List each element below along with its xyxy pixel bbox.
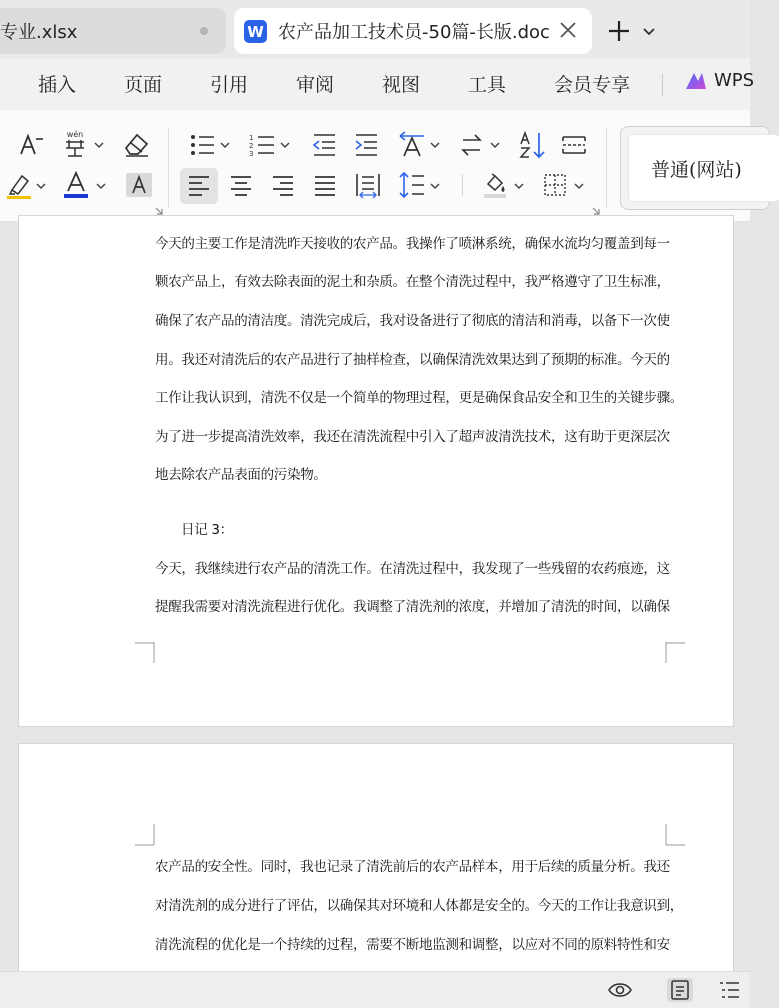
- ribbon-small-divider: [462, 174, 463, 196]
- style-gallery: [620, 126, 770, 210]
- ribbon-divider: [606, 128, 607, 208]
- tab-spreadsheet-title: 专业.xlsx: [0, 22, 78, 43]
- asian-layout-dropdown-icon[interactable]: [490, 142, 500, 148]
- paragraph-line: 确保了农产品的清洁度。清洗完成后，我对设备进行了彻底的清洁和消毒，以备下一次使: [155, 313, 670, 329]
- increase-indent-icon[interactable]: [352, 132, 380, 158]
- bullet-list-icon[interactable]: [188, 132, 216, 158]
- paragraph-line: 今天的主要工作是清洗昨天接收的农产品。我操作了喷淋系统，确保水流均匀覆盖到每一: [155, 236, 670, 252]
- paragraph-line: 今天，我继续进行农产品的清洗工作。在清洗过程中，我发现了一些残留的农药痕迹，这: [155, 561, 670, 577]
- ribbon-toolbar: [0, 110, 750, 222]
- tab-bar: [0, 0, 750, 58]
- sort-icon[interactable]: [518, 130, 548, 160]
- align-left-icon[interactable]: [186, 173, 212, 199]
- wps-ai-label[interactable]: WPS: [714, 70, 755, 91]
- paragraph-line: 农产品的安全性。同时，我也记录了清洗前后的农产品样本，用于后续的质量分析。我还: [155, 859, 670, 875]
- paragraph-shading-icon[interactable]: [480, 170, 510, 200]
- crop-mark-top-left: [135, 824, 155, 846]
- crop-mark-top-right: [665, 824, 685, 846]
- svg-text:2: 2: [249, 142, 254, 150]
- menu-divider: [662, 74, 663, 96]
- menu-bar: [0, 58, 750, 110]
- paragraph-dialog-launcher-icon[interactable]: [592, 207, 600, 215]
- wps-ai-logo-icon[interactable]: [684, 71, 708, 91]
- page-view-icon[interactable]: [667, 978, 693, 1002]
- menu-page[interactable]: 页面: [124, 74, 163, 96]
- status-bar: [0, 971, 750, 1008]
- justify-icon[interactable]: [312, 173, 338, 199]
- font-color-icon[interactable]: [62, 170, 90, 200]
- tab-spreadsheet[interactable]: [0, 8, 226, 54]
- document-page[interactable]: [18, 215, 734, 727]
- outline-view-icon[interactable]: [716, 978, 742, 1002]
- tab-document-title: 农产品加工技术员-50篇-长版.doc: [278, 22, 550, 43]
- font-dialog-launcher-icon[interactable]: [155, 207, 163, 215]
- menu-review[interactable]: 审阅: [296, 74, 335, 96]
- line-spacing-icon[interactable]: [398, 170, 426, 200]
- text-direction-icon[interactable]: [396, 130, 428, 160]
- align-right-icon[interactable]: [270, 173, 296, 199]
- borders-icon[interactable]: [542, 172, 568, 198]
- phonetic-guide-icon[interactable]: [60, 128, 90, 158]
- new-tab-plus-icon[interactable]: [606, 18, 632, 44]
- phonetic-dropdown-icon[interactable]: [94, 142, 104, 148]
- crop-mark-bottom-left: [135, 642, 155, 664]
- text-direction-dropdown-icon[interactable]: [430, 142, 440, 148]
- show-hide-marks-icon[interactable]: [560, 132, 588, 158]
- paragraph-line: 地去除农产品表面的污染物。: [155, 467, 327, 483]
- character-shading-icon[interactable]: [126, 173, 152, 197]
- distributed-align-icon[interactable]: [354, 171, 382, 199]
- highlight-dropdown-icon[interactable]: [36, 183, 46, 189]
- paragraph-line: 颗农产品上，有效去除表面的泥土和杂质。在整个清洗过程中，我严格遵守了卫生标准，: [155, 274, 670, 290]
- paragraph-line: 用。我还对清洗后的农产品进行了抽样检查，以确保清洗效果达到了预期的标准。今天的: [155, 352, 670, 368]
- ribbon-divider: [168, 128, 169, 208]
- svg-text:wén: wén: [66, 130, 84, 139]
- borders-dropdown-icon[interactable]: [574, 183, 584, 189]
- eraser-clear-format-icon[interactable]: [122, 130, 152, 158]
- svg-text:1: 1: [249, 134, 254, 142]
- unsaved-dot-icon: [200, 27, 208, 35]
- line-spacing-dropdown-icon[interactable]: [430, 183, 440, 189]
- decrease-indent-icon[interactable]: [310, 132, 338, 158]
- font-color-dropdown-icon[interactable]: [96, 183, 106, 189]
- numbered-list-icon[interactable]: [248, 132, 276, 158]
- paragraph-shading-dropdown-icon[interactable]: [514, 183, 524, 189]
- crop-mark-bottom-right: [665, 642, 685, 664]
- menu-view[interactable]: 视图: [382, 74, 421, 96]
- chevron-down-icon[interactable]: [641, 24, 657, 38]
- decrease-font-size-icon[interactable]: [18, 130, 44, 158]
- paragraph-line: 为了进一步提高清洗效率，我还在清洗流程中引入了超声波清洗技术，这有助于更深层次: [155, 429, 670, 445]
- paragraph-line: 工作让我认识到，清洗不仅是一个简单的物理过程，更是确保食品安全和卫生的关键步骤。: [155, 390, 683, 406]
- style-name: 普通(网站): [651, 159, 742, 181]
- document-page[interactable]: [18, 743, 734, 1003]
- word-doc-icon: W: [244, 20, 267, 43]
- tab-document[interactable]: [234, 8, 592, 54]
- svg-text:3: 3: [249, 150, 254, 158]
- paragraph-line: 对清洗剂的成分进行了评估，以确保其对环境和人体都是安全的。今天的工作让我意识到，: [155, 898, 683, 914]
- eye-reading-mode-icon[interactable]: [607, 978, 633, 1002]
- paragraph-line: 提醒我需要对清洗流程进行优化。我调整了清洗剂的浓度，并增加了清洗的时间，以确保: [155, 599, 670, 615]
- align-center-icon[interactable]: [228, 173, 254, 199]
- style-normal-web[interactable]: [629, 135, 779, 201]
- diary-heading: 日记 3：: [181, 522, 233, 538]
- asian-layout-icon[interactable]: [458, 132, 486, 158]
- menu-tools[interactable]: 工具: [468, 74, 507, 96]
- highlight-color-icon[interactable]: [4, 172, 34, 200]
- bullet-dropdown-icon[interactable]: [220, 142, 230, 148]
- numbered-dropdown-icon[interactable]: [280, 142, 290, 148]
- menu-references[interactable]: 引用: [210, 74, 249, 96]
- close-icon[interactable]: [556, 18, 580, 42]
- menu-insert[interactable]: 插入: [38, 74, 77, 96]
- menu-member[interactable]: 会员专享: [554, 74, 631, 96]
- paragraph-line: 清洗流程的优化是一个持续的过程，需要不断地监测和调整，以应对不同的原料特性和安: [155, 937, 670, 953]
